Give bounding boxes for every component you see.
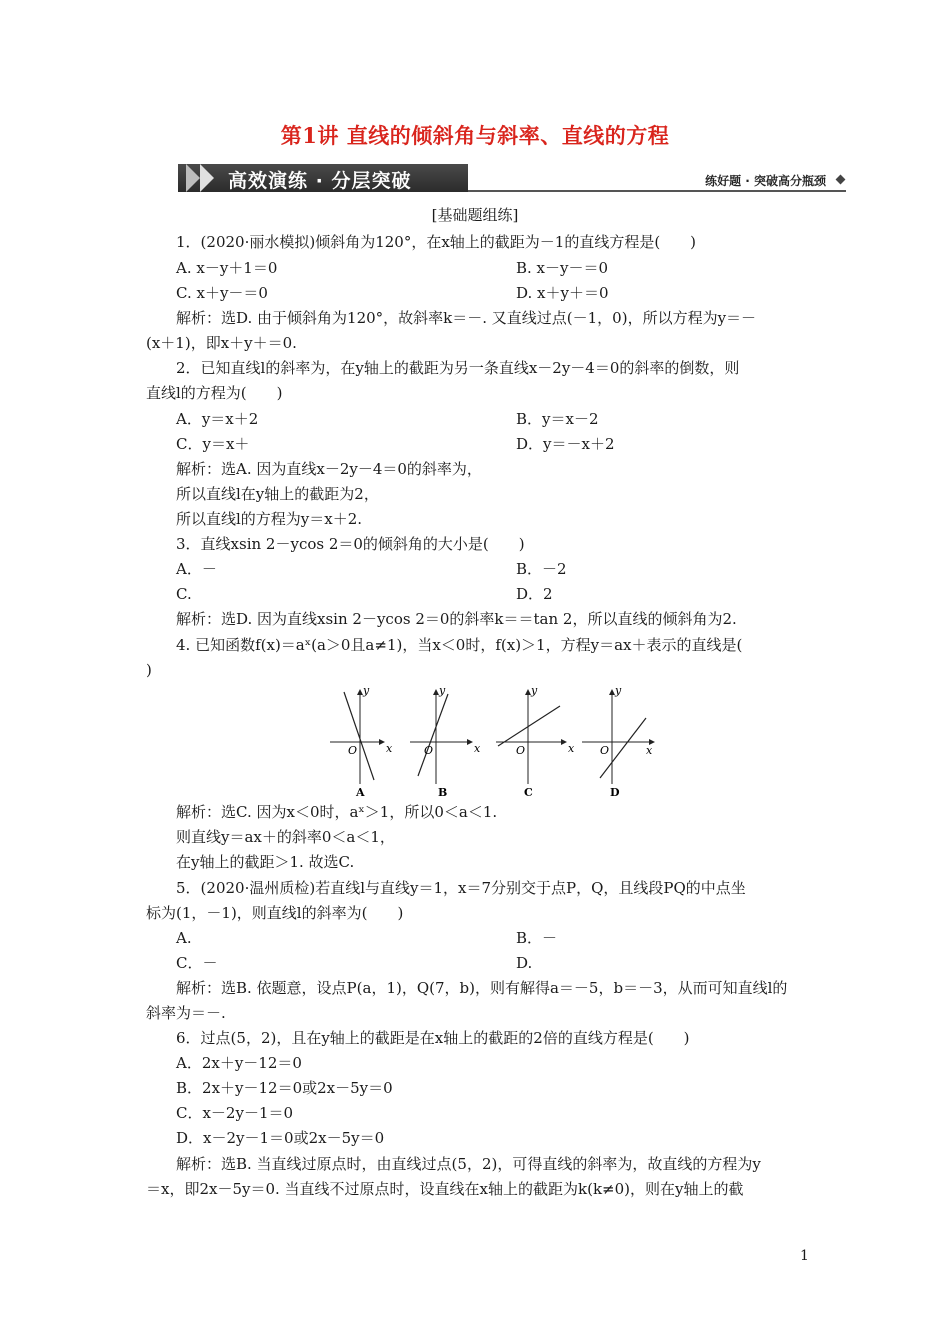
graph-a-origin: O [348, 744, 358, 757]
section-banner [178, 164, 848, 196]
solution-1-line-1: 解析：选D. 由于倾斜角为120°，故斜率k＝－. 又直线过点(－1，0)，所以方程为y＝－ [176, 309, 757, 327]
graph-a [330, 684, 393, 796]
graph-b [410, 684, 481, 796]
question-4-line-2: ) [146, 661, 152, 679]
option-3b: B．－2 [516, 560, 567, 578]
solution-4-line-2: 则直线y＝ax＋的斜率0＜a＜1， [176, 828, 395, 846]
graph-a-x-label: x [386, 742, 393, 755]
option-5b: B．－ [516, 929, 558, 947]
graph-a-label: A [356, 786, 365, 796]
graph-c-label: C [524, 786, 533, 796]
question-1: 1．(2020·丽水模拟)倾斜角为120°，在x轴上的截距为－1的直线方程是( ) [176, 233, 697, 251]
option-5d: D. [516, 954, 533, 972]
graph-a-y-label: y [363, 684, 370, 697]
option-1d: D. x＋y＋＝0 [516, 284, 609, 302]
graph-d-y-label: y [615, 684, 622, 697]
graph-b-origin: O [424, 744, 434, 757]
graph-d [582, 684, 654, 796]
solution-3: 解析：选D. 因为直线xsin 2－ycos 2＝0的斜率k＝＝tan 2，所以直线的倾斜角为2. [176, 610, 737, 628]
graph-b-x-label: x [474, 742, 481, 755]
answer-graphs [326, 684, 656, 796]
option-2c: C．y＝x＋ [176, 435, 250, 453]
solution-2-line-3: 所以直线l的方程为y＝x＋2. [176, 510, 363, 528]
chevron-icon [186, 164, 200, 192]
graph-d-x-label: x [646, 744, 653, 757]
page-title: 第1讲 直线的倾斜角与斜率、直线的方程 [280, 123, 670, 148]
solution-2-line-1: 解析：选A. 因为直线x－2y－4＝0的斜率为， [176, 460, 482, 478]
question-2-line-2: 直线l的方程为( ) [146, 384, 283, 402]
option-3c: C. [176, 585, 192, 603]
graph-c-origin: O [516, 744, 526, 757]
question-3: 3．直线xsin 2－ycos 2＝0的倾斜角的大小是( ) [176, 535, 525, 553]
option-6d: D．x－2y－1＝0或2x－5y＝0 [176, 1129, 385, 1147]
option-2d: D．y＝－x＋2 [516, 435, 615, 453]
question-5-line-2: 标为(1，－1)，则直线l的斜率为( ) [146, 904, 404, 922]
option-6a: A．2x＋y－12＝0 [176, 1054, 302, 1072]
option-5a: A. [176, 929, 192, 947]
graph-b-label: B [438, 786, 448, 796]
solution-2-line-2: 所以直线l在y轴上的截距为2， [176, 485, 379, 503]
solution-6-line-1: 解析：选B. 当直线过原点时，由直线过点(5，2)，可得直线的斜率为，故直线的方程为y [176, 1155, 761, 1173]
question-4-line-1: 4. 已知函数f(x)＝aˣ(a＞0且a≠1)，当x＜0时，f(x)＞1，方程y＝ax＋表示的直线是( [176, 636, 743, 654]
page-number: 1 [800, 1248, 809, 1264]
question-2-line-1: 2．已知直线l的斜率为，在y轴上的截距为另一条直线x－2y－4＝0的斜率的倒数，则 [176, 359, 740, 377]
question-6: 6．过点(5，2)，且在y轴上的截距是在x轴上的截距的2倍的直线方程是( ) [176, 1029, 690, 1047]
diamond-icon [836, 175, 846, 185]
graph-b-y-label: y [439, 684, 446, 697]
option-1a: A. x－y＋1＝0 [176, 259, 278, 277]
option-1b: B. x－y－＝0 [516, 259, 609, 277]
option-3d: D．2 [516, 585, 553, 603]
solution-5-line-1: 解析：选B. 依题意，设点P(a，1)，Q(7，b)，则有解得a＝－5，b＝－3，从而可知直线l的 [176, 979, 788, 997]
option-2a: A．y＝x＋2 [176, 410, 259, 428]
banner-left-text: 高效演练 · 分层突破 [228, 170, 412, 192]
banner-right-text: 练好题 · 突破高分瓶颈 [705, 174, 826, 188]
solution-6-line-2: ＝x，即2x－5y＝0. 当直线不过原点时，设直线在x轴上的截距为k(k≠0)，则在y轴上的截 [146, 1180, 744, 1198]
banner-rule [468, 190, 846, 192]
solution-1-line-2: (x＋1)，即x＋y＋＝0. [146, 334, 297, 352]
option-1c: C. x＋y－＝0 [176, 284, 268, 302]
question-5-line-1: 5．(2020·温州质检)若直线l与直线y＝1，x＝7分别交于点P，Q，且线段PQ的中点坐 [176, 879, 746, 897]
solution-5-line-2: 斜率为＝－. [146, 1004, 226, 1022]
solution-4-line-1: 解析：选C. 因为x＜0时，aˣ＞1，所以0＜a＜1. [176, 803, 498, 821]
option-5c: C．－ [176, 954, 218, 972]
graph-c-y-label: y [531, 684, 538, 697]
graph-c [496, 684, 575, 796]
option-6b: B．2x＋y－12＝0或2x－5y＝0 [176, 1079, 393, 1097]
solution-4-line-3: 在y轴上的截距＞1. 故选C. [176, 853, 355, 871]
option-2b: B．y＝x－2 [516, 410, 599, 428]
graph-c-x-label: x [568, 742, 575, 755]
chevron-icon [200, 164, 214, 192]
section-heading: [基础题组练] [431, 206, 519, 224]
option-3a: A．－ [176, 560, 217, 578]
option-6c: C．x－2y－1＝0 [176, 1104, 294, 1122]
graph-d-label: D [610, 786, 620, 796]
graph-d-origin: O [600, 744, 610, 757]
